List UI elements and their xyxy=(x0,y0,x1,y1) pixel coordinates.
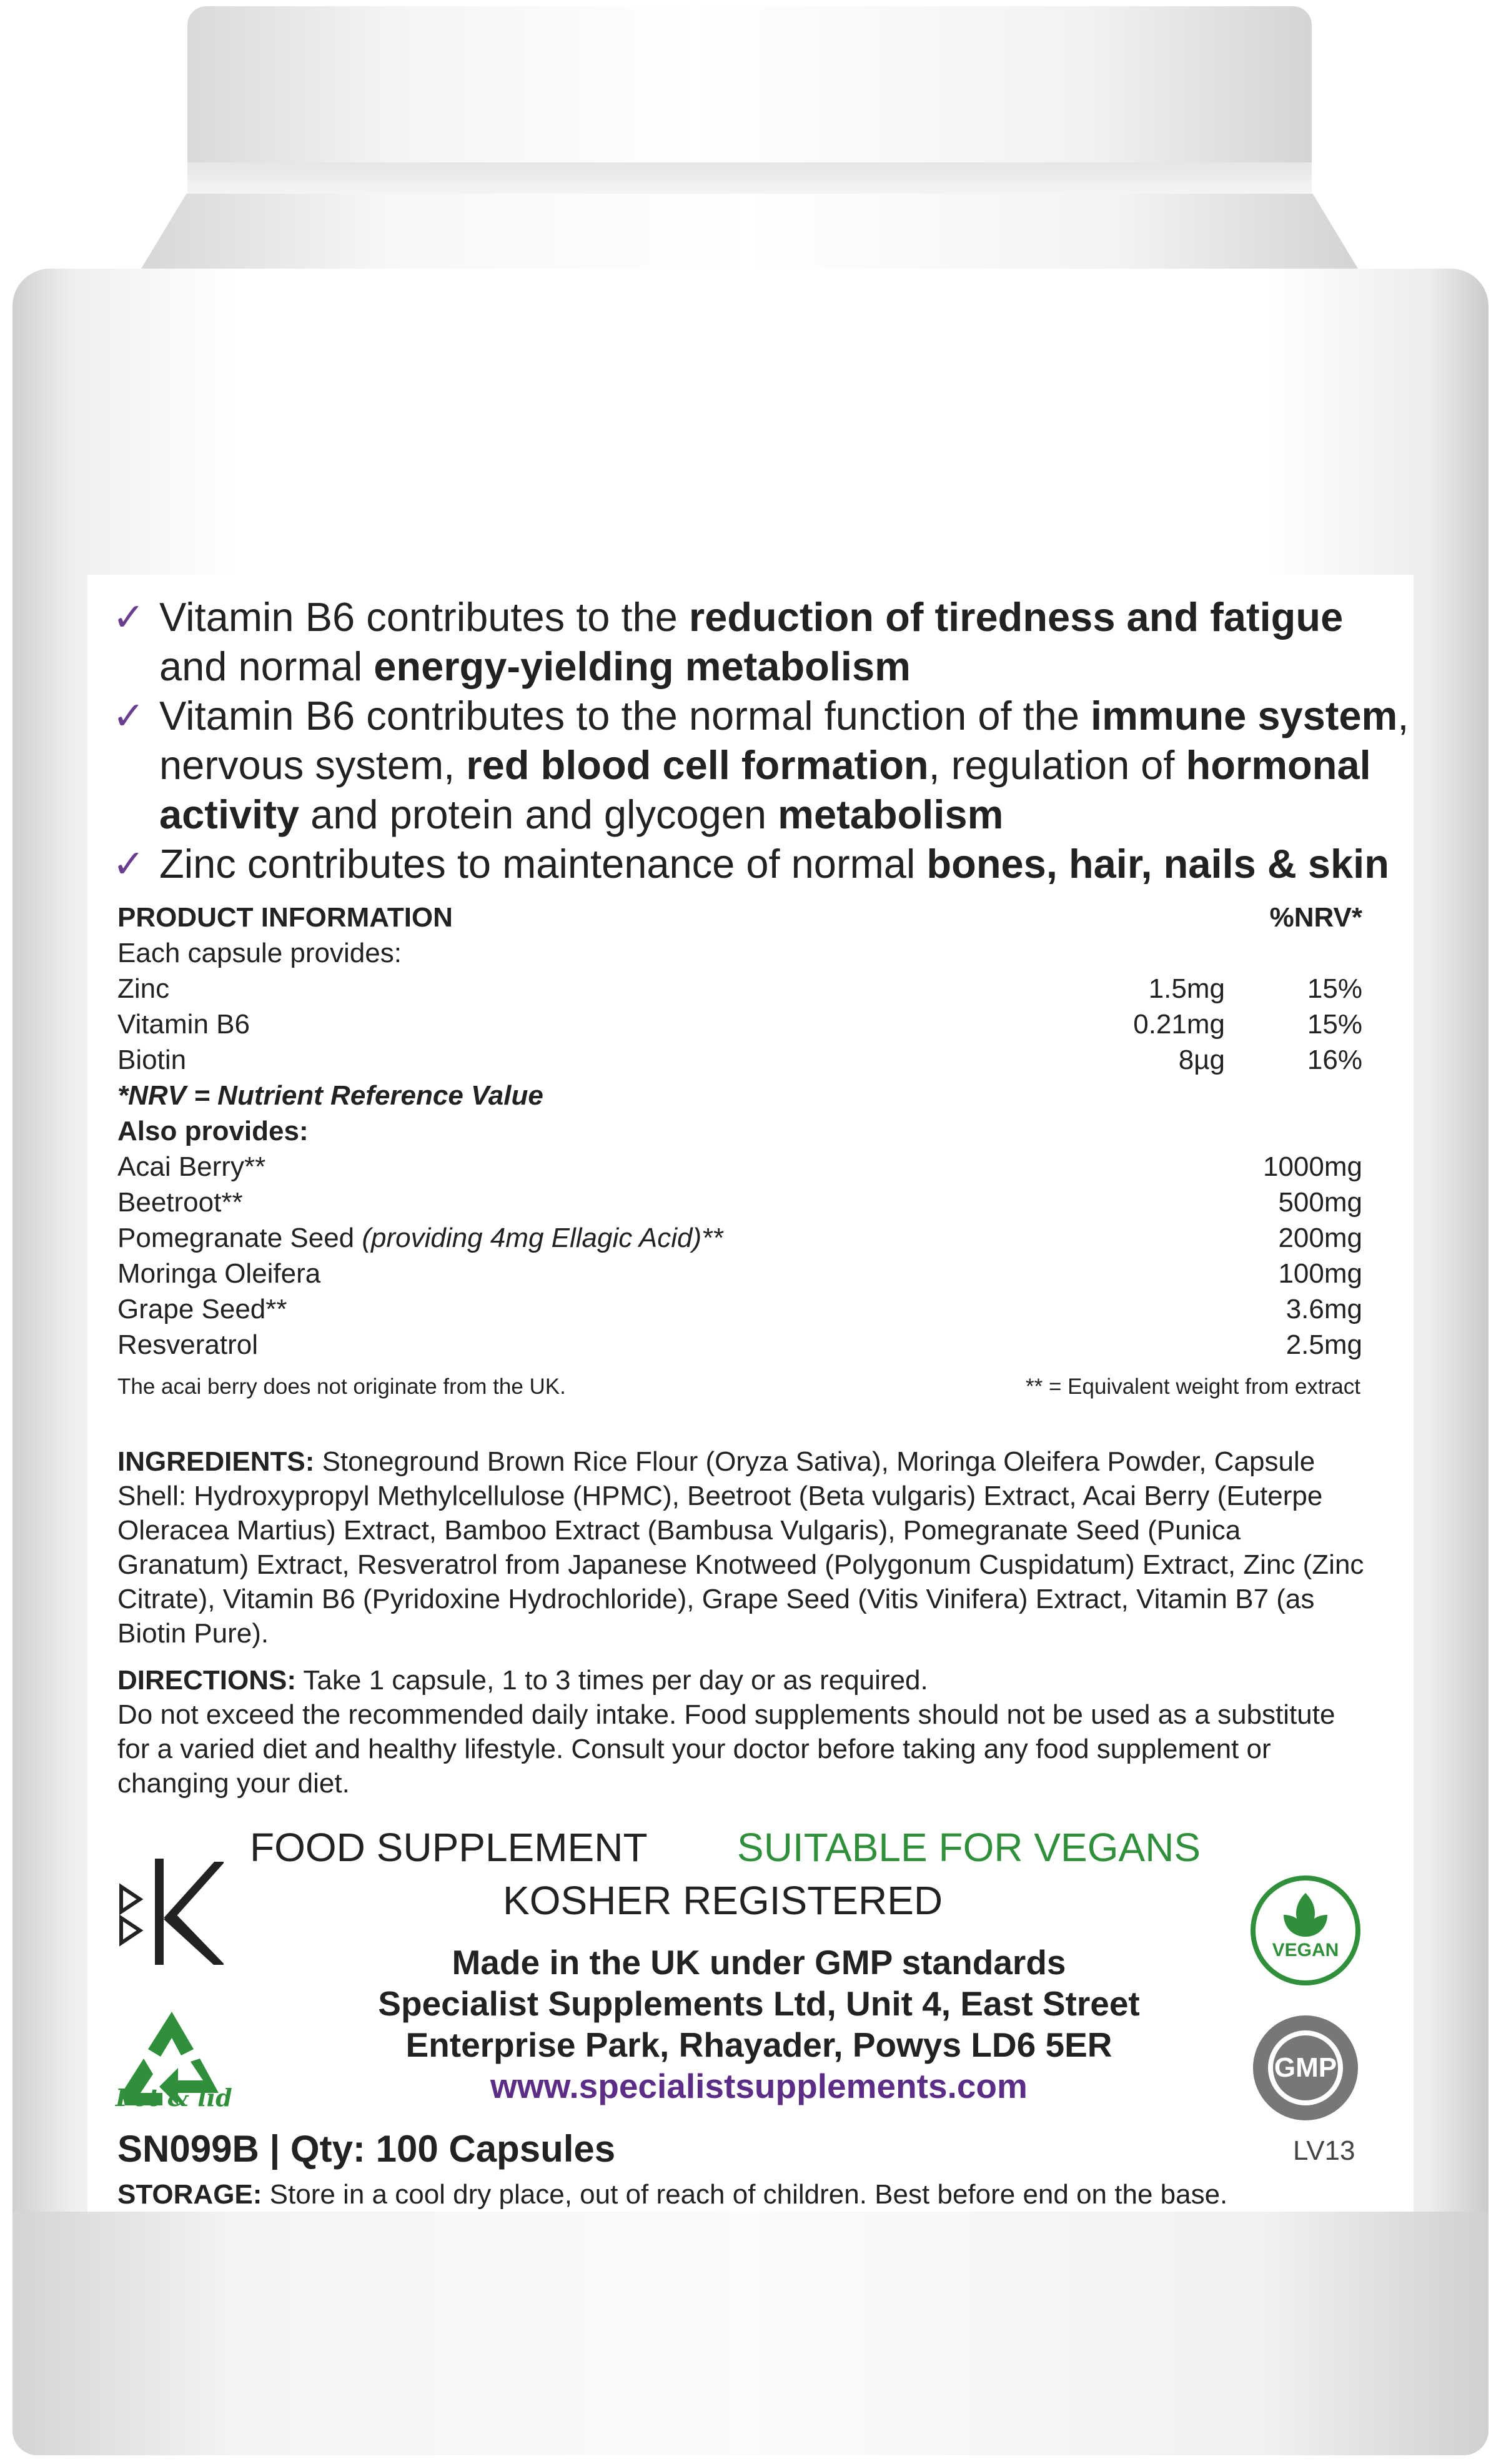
nutrient-nrv: 16% xyxy=(1307,1045,1362,1075)
directions-label: DIRECTIONS: xyxy=(117,1665,296,1696)
bottle-base xyxy=(12,2212,1489,2455)
nutrient-row xyxy=(117,1006,1362,1042)
also-row xyxy=(117,1220,1362,1256)
directions-warning: Do not exceed the recommended daily intake. Food supplements should not be used as a substitute for a varied diet and healthy lifestyle. Consult your doctor before taking any food supplement or changing your diet. xyxy=(117,1699,1335,1799)
nutrient-amount: 0.21mg xyxy=(1133,1009,1225,1040)
storage-label: STORAGE: xyxy=(117,2179,262,2210)
check-icon: ✓ xyxy=(112,841,145,887)
nrv-header: %NRV* xyxy=(1269,902,1362,933)
directions-paragraph xyxy=(117,1663,1367,1801)
ingredients-label: INGREDIENTS: xyxy=(117,1446,315,1477)
also-row xyxy=(117,1149,1362,1185)
pot-and-lid-label: Pot & lid xyxy=(116,2084,232,2112)
also-name: Beetroot** xyxy=(117,1187,243,1218)
nutrient-name: Zinc xyxy=(117,973,170,1004)
bottle-shoulder xyxy=(137,194,1362,275)
ingredients-text: Stoneground Brown Rice Flour (Oryza Sativa), Moringa Oleifera Powder, Capsule Shell: Hydroxypropyl Methylcellulose (HPMC), Beetroot (Beta vulgaris) Extract, Acai Berry (Euterpe Oleracea Martius) Extract, Bamboo Extract (Bambusa Vulgaris), Pomegranate Seed (Punica Granatum) Extract, Resveratrol from Japanese Knotweed (Polygonum Cuspidatum) Extract, Zinc (Zinc Citrate), Vitamin B6 (Pyridoxine Hydrochloride), Grape Seed (Vitis Vinifera) Extract, Vitamin B7 (as Biotin Pure). xyxy=(117,1446,1364,1649)
nutrient-nrv: 15% xyxy=(1307,973,1362,1004)
label-version: LV13 xyxy=(1293,2135,1355,2166)
also-amount: 1000mg xyxy=(1262,1151,1362,1182)
each-capsule-label: Each capsule provides: xyxy=(117,938,402,968)
storage-text: Store in a cool dry place, out of reach of children. Best before end on the base. xyxy=(262,2179,1228,2210)
product-information-table xyxy=(117,900,1362,1363)
benefit-claims xyxy=(112,592,1412,888)
vegan-badge-icon xyxy=(1249,1874,1362,1987)
nutrient-name: Vitamin B6 xyxy=(117,1009,250,1040)
also-provides-title: Also provides: xyxy=(117,1116,309,1146)
nutrient-name: Biotin xyxy=(117,1045,187,1075)
benefit-item: ✓ Zinc contributes to maintenance of normal bones, hair, nails & skin xyxy=(112,839,1412,888)
benefit-item: ✓ Vitamin B6 contributes to the normal function of the immune system, nervous system, red blood cell formation, regulation of hormonal activity and protein and glycogen metabolism xyxy=(112,691,1412,839)
manufacturer-line-2: Specialist Supplements Ltd, Unit 4, East Street xyxy=(378,1984,1140,2023)
info-title: PRODUCT INFORMATION xyxy=(117,902,453,933)
vegan-badge-label: VEGAN xyxy=(1272,1940,1339,1960)
also-amount: 500mg xyxy=(1278,1187,1362,1218)
also-amount: 3.6mg xyxy=(1286,1294,1362,1324)
also-amount: 200mg xyxy=(1278,1223,1362,1253)
equivalent-weight-note: ** = Equivalent weight from extract xyxy=(1026,1374,1360,1399)
benefit-item: ✓ Vitamin B6 contributes to the reduction of tiredness and fatigue and normal energy-yielding metabolism xyxy=(112,592,1412,691)
also-name: Grape Seed** xyxy=(117,1294,287,1324)
vegan-claim: SUITABLE FOR VEGANS xyxy=(737,1825,1201,1870)
nutrient-amount: 1.5mg xyxy=(1148,973,1225,1004)
kosher-k-logo-icon xyxy=(117,1849,224,1974)
info-header-row xyxy=(117,900,1362,935)
also-name: Acai Berry** xyxy=(117,1151,266,1182)
storage-instructions xyxy=(117,2179,1227,2210)
ingredients-paragraph xyxy=(117,1444,1367,1651)
also-row xyxy=(117,1185,1362,1220)
also-name: Moringa Oleifera xyxy=(117,1258,321,1289)
nrv-note: *NRV = Nutrient Reference Value xyxy=(117,1080,543,1111)
also-name: Pomegranate Seed xyxy=(117,1223,362,1253)
check-icon: ✓ xyxy=(112,693,145,738)
nutrient-row xyxy=(117,1042,1362,1078)
also-extra: (providing 4mg Ellagic Acid)** xyxy=(362,1223,723,1253)
kosher-claim: KOSHER REGISTERED xyxy=(503,1878,943,1923)
acai-origin-note: The acai berry does not originate from the UK. xyxy=(117,1374,566,1399)
manufacturer-line-1: Made in the UK under GMP standards xyxy=(452,1943,1066,1982)
also-row xyxy=(117,1327,1362,1363)
also-name: Resveratrol xyxy=(117,1329,258,1360)
also-amount: 2.5mg xyxy=(1286,1329,1362,1360)
nutrient-nrv: 15% xyxy=(1307,1009,1362,1040)
also-row xyxy=(117,1256,1362,1291)
product-code: SN099B | Qty: 100 Capsules xyxy=(117,2128,616,2170)
check-icon: ✓ xyxy=(112,594,145,640)
also-amount: 100mg xyxy=(1278,1258,1362,1289)
manufacturer-line-3: Enterprise Park, Rhayader, Powys LD6 5ER xyxy=(405,2025,1112,2064)
nutrient-row xyxy=(117,971,1362,1006)
directions-text: Take 1 capsule, 1 to 3 times per day or as required. xyxy=(296,1665,928,1696)
food-supplement-label: FOOD SUPPLEMENT xyxy=(250,1825,648,1870)
gmp-badge-label: GMP xyxy=(1274,2052,1337,2083)
also-row xyxy=(117,1291,1362,1327)
nutrient-amount: 8µg xyxy=(1178,1045,1225,1075)
website-url: www.specialistsupplements.com xyxy=(490,2067,1028,2105)
